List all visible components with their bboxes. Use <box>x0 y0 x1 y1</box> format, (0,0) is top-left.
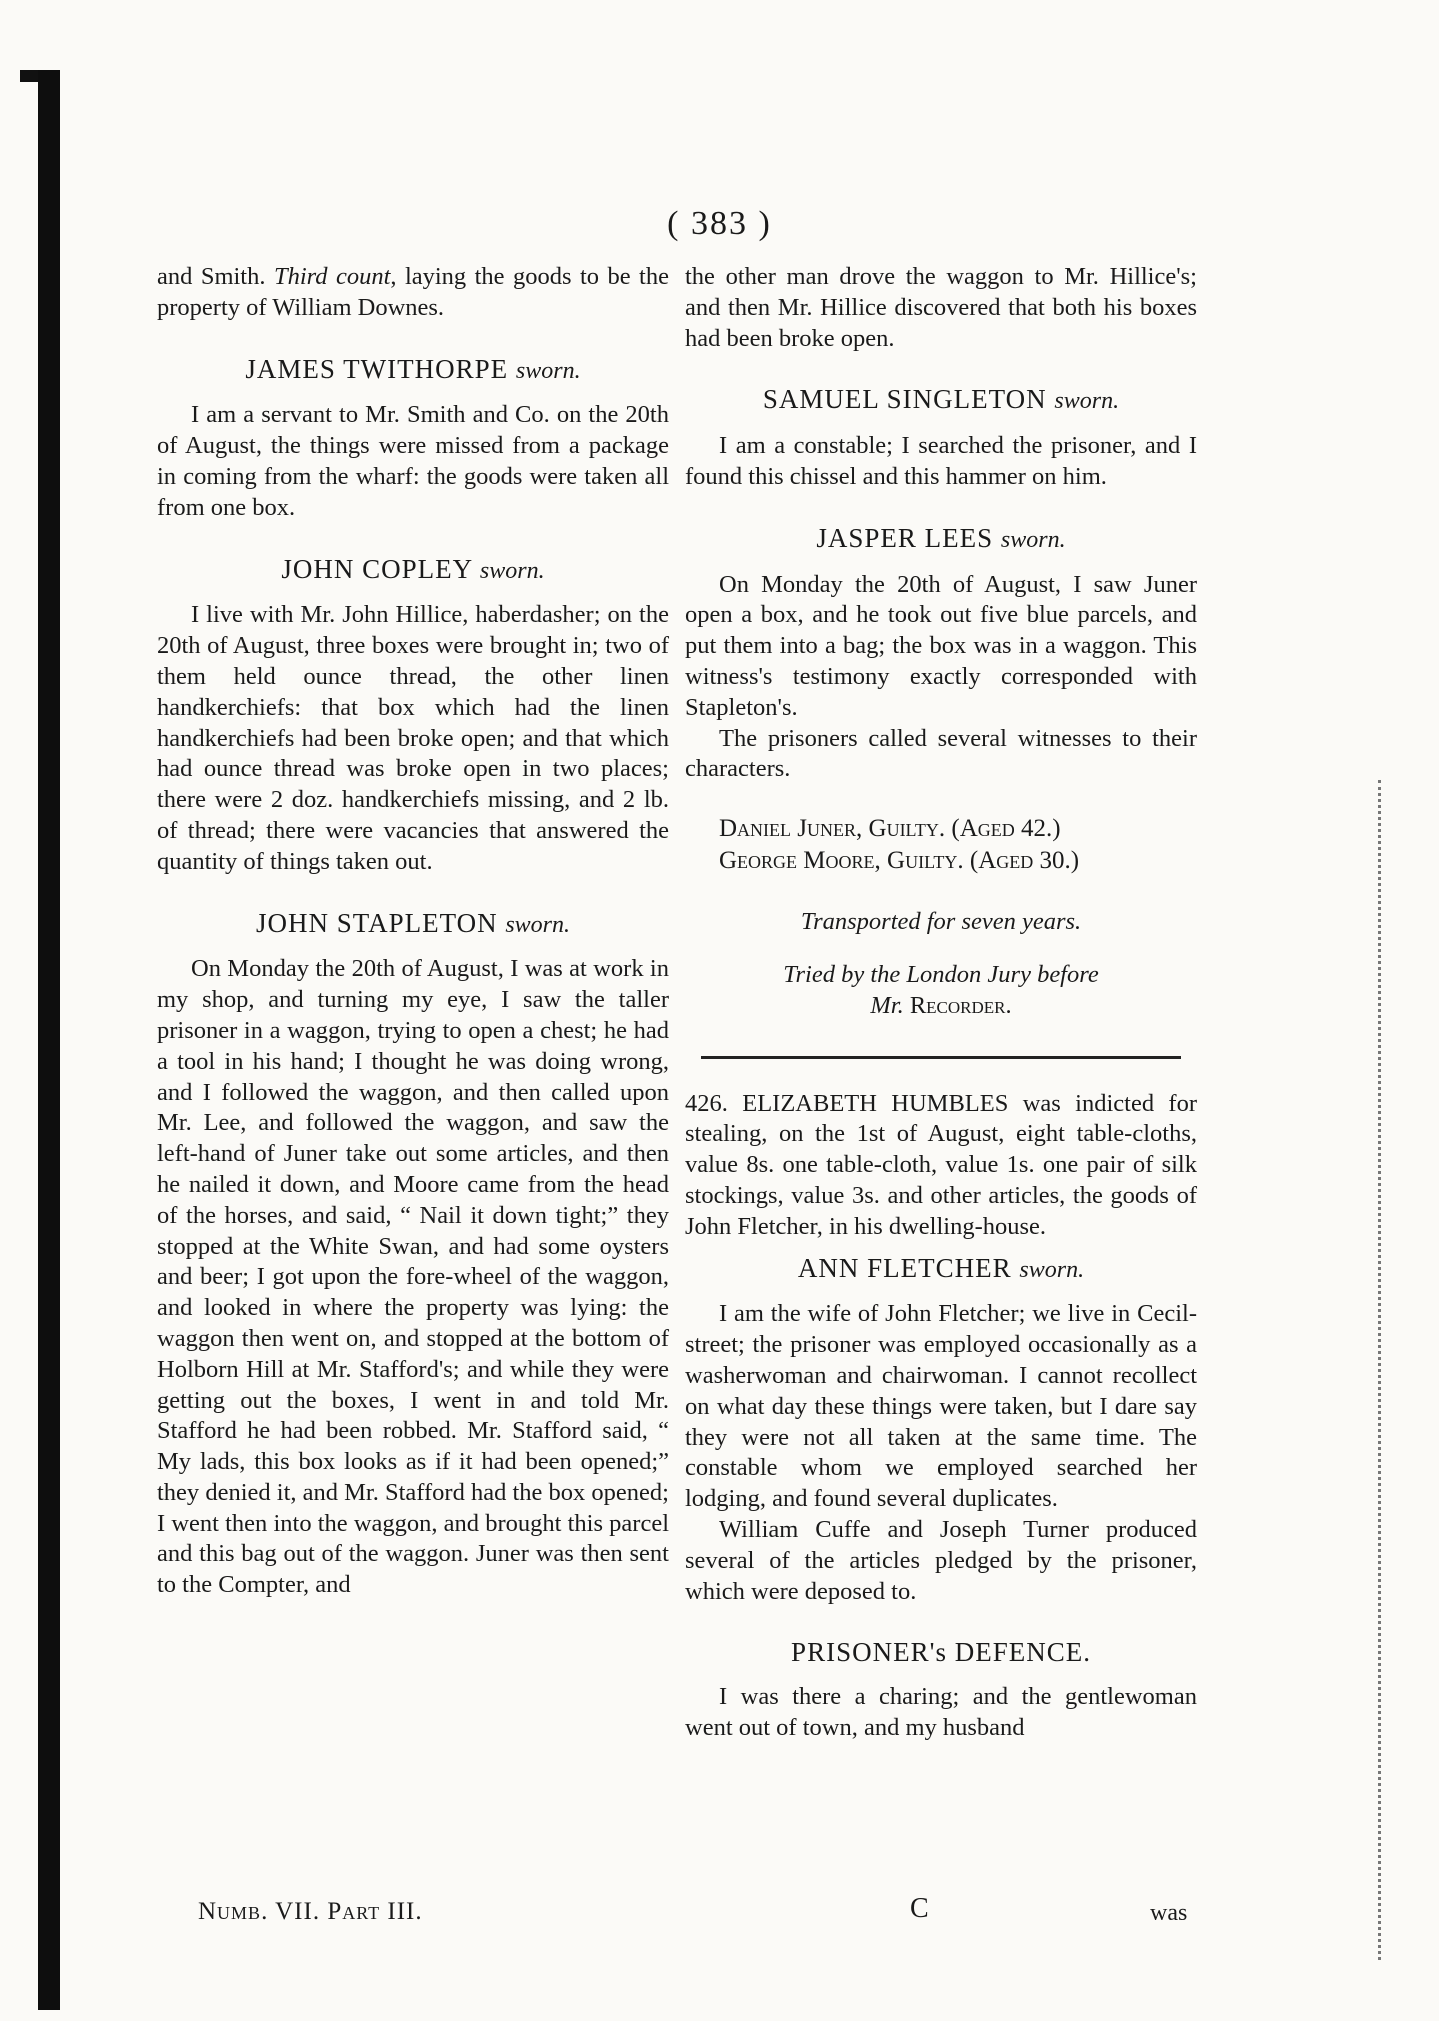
defence-heading: PRISONER's DEFENCE. <box>791 1637 1091 1668</box>
catchword: was <box>1150 1900 1188 1926</box>
witness-heading-fletcher: ANN FLETCHER sworn. <box>797 1252 1085 1283</box>
testimony-copley: I live with Mr. John Hillice, haberdasher; on the 20th of August, three boxes were brought in; two of them held ounce thread, the other linen handkerchiefs: that box which had the linen handkerchiefs had been broke open; and that which had ounce thread was broke open in two places; there were 2 doz. handkerchiefs missing, and 2 lb. of thread; there were vacancies that answered the quantity of things taken out. <box>157 601 669 875</box>
right-column <box>685 262 1197 1744</box>
witness-heading-lees: JASPER LEES sworn. <box>816 522 1066 553</box>
binding-edge <box>38 70 60 2010</box>
left-column <box>157 262 669 1601</box>
gathering-letter: C <box>910 1893 929 1924</box>
prisoner-defence: I was there a charing; and the gentlewoman went out of town, and my husband <box>685 1683 1197 1741</box>
character-witnesses: The prisoners called several witnesses to their characters. <box>685 724 1197 783</box>
testimony-fletcher: I am the wife of John Fletcher; we live in Cecil-street; the prisoner was employed occasionally as a washerwoman and chairwoman. I cannot recollect on what day these things were taken, but I dare say they were not all taken at the same time. The constable whom we employed searched her lodging, and found several duplicates. <box>685 1300 1197 1513</box>
page-edge-marks <box>1378 780 1385 1960</box>
verdict-moore: George Moore, Guilty. (Aged 30.) <box>719 847 1080 875</box>
witness-heading-twithorpe: JAMES TWITHORPE sworn. <box>245 353 581 384</box>
testimony-singleton: I am a constable; I searched the prisoner, and I found this chissel and this hammer on him. <box>685 432 1197 490</box>
section-rule <box>701 1056 1181 1059</box>
witness-heading-singleton: SAMUEL SINGLETON sworn. <box>762 384 1120 415</box>
intro-paragraph: and Smith. Third count, laying the goods to be the property of William Downes. <box>157 263 669 321</box>
verdict-juner: Daniel Juner, Guilty. (Aged 42.) <box>719 815 1061 843</box>
tried-before: Tried by the London Jury before Mr. Recorder. <box>783 960 1099 1019</box>
page-number: ( 383 ) <box>667 205 772 242</box>
pawnbrokers-note: William Cuffe and Joseph Turner produced several of the articles pledged by the prisoner, which were deposed to. <box>685 1515 1197 1605</box>
witness-heading-stapleton: JOHN STAPLETON sworn. <box>255 907 571 938</box>
signature-mark: Numb. VII. Part III. <box>198 1898 423 1925</box>
verdict-block <box>685 813 1197 877</box>
witness-heading-copley: JOHN COPLEY sworn. <box>281 553 545 584</box>
case-indictment: 426. ELIZABETH HUMBLES was indicted for stealing, on the 1st of August, eight table-cloths, value 8s. one table-cloth, value 1s. one pair of silk stockings, value 3s. and other articles, the goods of John Fletcher, in his dwelling-house. <box>685 1089 1197 1240</box>
testimony-continued: the other man drove the waggon to Mr. Hillice's; and then Mr. Hillice discovered that both his boxes had been broke open. <box>685 263 1197 352</box>
testimony-stapleton: On Monday the 20th of August, I was at work in my shop, and turning my eye, I saw the taller prisoner in a waggon, trying to open a chest; he had a tool in his hand; I thought he was doing wrong, and I followed the waggon, and then called upon Mr. Lee, and followed the waggon, and saw the left-hand of Juner take out some articles, and then he nailed it down, and Moore came from the head of the horses, and said, “ Nail it down tight;” they stopped at the White Swan, and had some oysters and beer; I got upon the fore-wheel of the waggon, and looked in where the property was lying: the waggon then went on, and stopped at the bottom of Holborn Hill at Mr. Stafford's; and while they were getting out the boxes, I went in and told Mr. Stafford he had been robbed. Mr. Stafford said, “ My lads, this box looks as if it had been opened;” they denied it, and Mr. Stafford had the box opened; I went then into the waggon, and brought this parcel and this bag out of the waggon. Juner was then sent to the Compter, and <box>157 955 669 1599</box>
sentence: Transported for seven years. <box>800 908 1082 936</box>
testimony-twithorpe: I am a servant to Mr. Smith and Co. on the 20th of August, the things were missed from a package in coming from the wharf: the goods were taken all from one box. <box>157 401 669 521</box>
testimony-lees: On Monday the 20th of August, I saw Juner open a box, and he took out five blue parcels, and put them into a bag; the box was in a waggon. This witness's testimony exactly corresponded with Stapleton's. <box>685 570 1197 721</box>
